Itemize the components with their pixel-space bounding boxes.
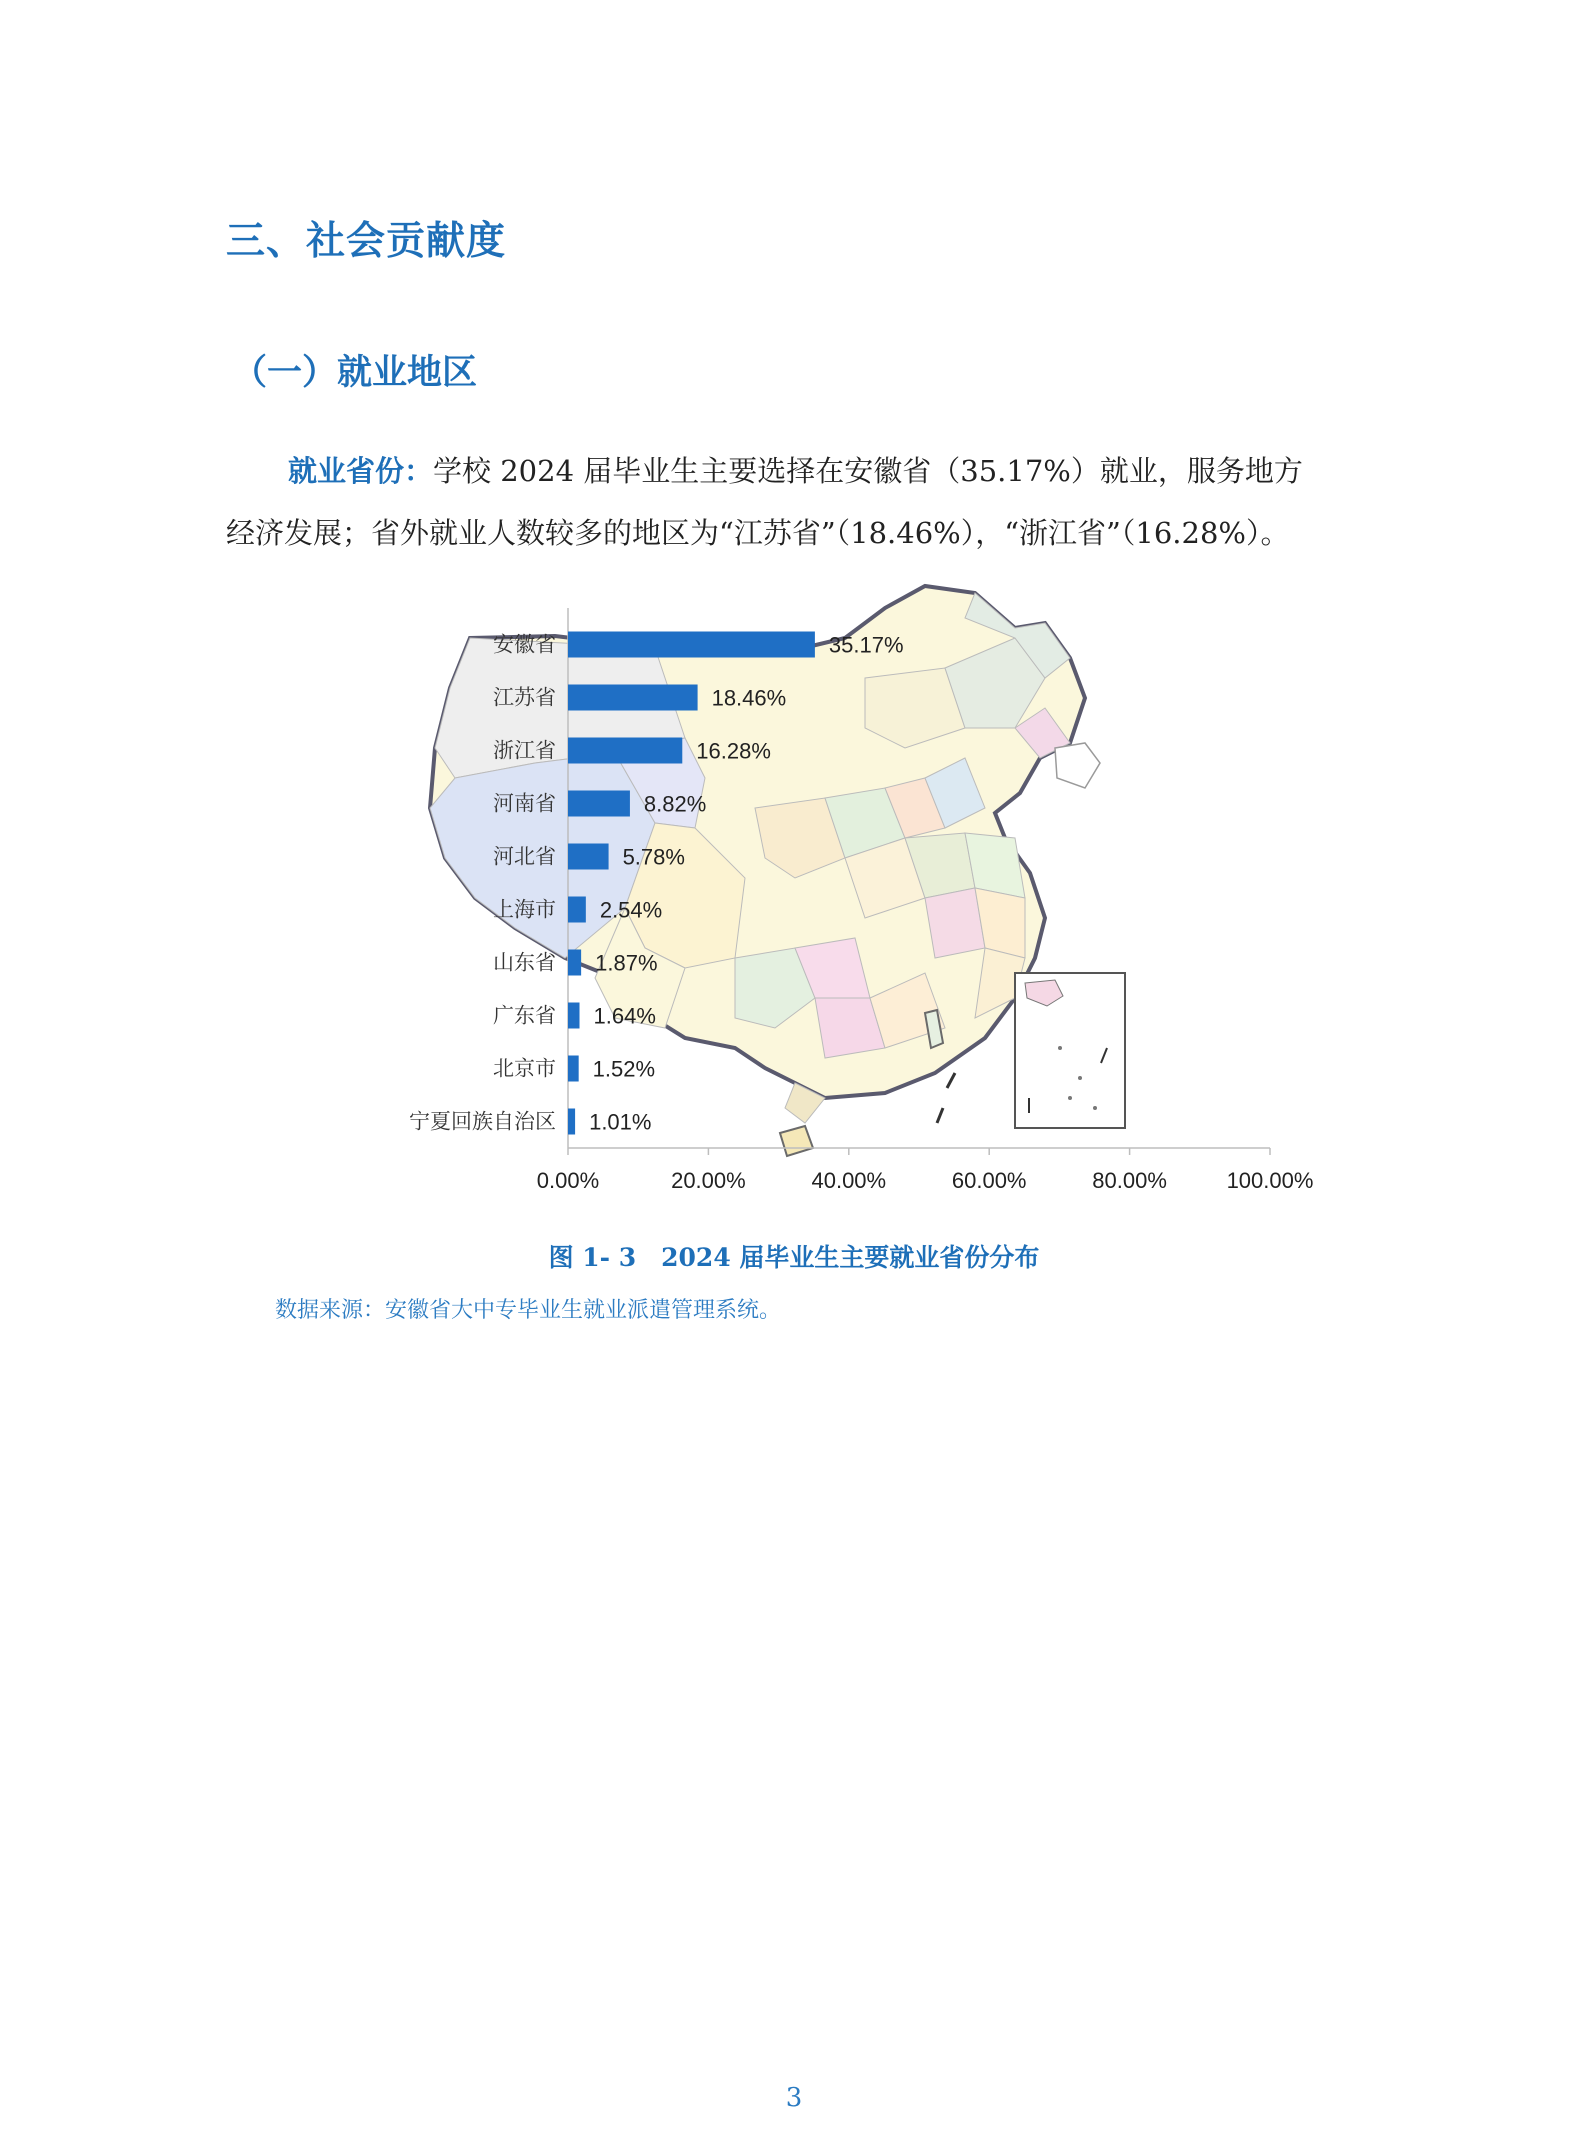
- category-label: 山东省: [493, 950, 556, 975]
- data-label: 1.52%: [592, 1056, 656, 1082]
- bar: [568, 1056, 579, 1082]
- bar: [568, 685, 698, 711]
- category-label: 北京市: [493, 1056, 556, 1081]
- data-label: 1.87%: [595, 950, 658, 976]
- south-china-sea-inset: [1015, 973, 1125, 1128]
- x-tick-label: 40.00%: [811, 1168, 887, 1193]
- province-bar-chart: [325, 578, 1335, 1208]
- data-label: 35.17%: [828, 632, 904, 658]
- data-source-note: 数据来源：安徽省大中专毕业生就业派遣管理系统。: [275, 1298, 782, 1323]
- bar: [568, 950, 581, 976]
- subsection-title: （一）就业地区: [232, 353, 478, 393]
- bar: [568, 844, 609, 870]
- data-label: 2.54%: [599, 897, 663, 923]
- category-label: 上海市: [493, 897, 556, 922]
- category-label: 河北省: [493, 844, 556, 869]
- section-title: 三、社会贡献度: [226, 219, 507, 264]
- bar: [568, 1003, 580, 1029]
- paragraph-lead: 就业省份：: [288, 454, 434, 488]
- category-label: 河南省: [493, 791, 556, 816]
- category-label: 宁夏回族自治区: [409, 1109, 556, 1134]
- page-number: 3: [785, 2083, 803, 2113]
- x-tick-label: 80.00%: [1092, 1168, 1167, 1193]
- figure-caption: 图 1- 3 2024 届毕业生主要就业省份分布: [548, 1243, 1040, 1272]
- x-tick-label: 20.00%: [671, 1168, 746, 1193]
- data-label: 16.28%: [696, 738, 771, 764]
- data-label: 5.78%: [622, 844, 685, 870]
- bar: [568, 897, 586, 923]
- data-label: 8.82%: [643, 791, 707, 817]
- x-tick-label: 100.00%: [1226, 1168, 1314, 1193]
- bar: [568, 632, 815, 658]
- x-tick-labels: [537, 1148, 1314, 1193]
- category-label: 江苏省: [493, 685, 556, 710]
- x-tick-label: 60.00%: [951, 1168, 1027, 1193]
- category-label: 安徽省: [493, 632, 556, 657]
- bar: [568, 791, 630, 817]
- employment-paragraph: [226, 440, 1376, 564]
- data-label: 1.64%: [593, 1003, 656, 1029]
- paragraph-line-1: 学校 2024 届毕业生主要选择在安徽省（35.17%）就业，服务地方: [433, 454, 1303, 488]
- bar: [568, 1109, 575, 1135]
- data-label: 1.01%: [589, 1109, 652, 1135]
- x-tick-label: 0.00%: [536, 1168, 600, 1193]
- category-label: 广东省: [493, 1003, 556, 1028]
- bar: [568, 738, 682, 764]
- paragraph-line-2: 经济发展；省外就业人数较多的地区为“江苏省”（18.46%），“浙江省”（16.28%）。: [226, 516, 1290, 550]
- category-label: 浙江省: [493, 738, 556, 763]
- data-label: 18.46%: [711, 685, 787, 711]
- province-distribution-figure: [325, 578, 1335, 1208]
